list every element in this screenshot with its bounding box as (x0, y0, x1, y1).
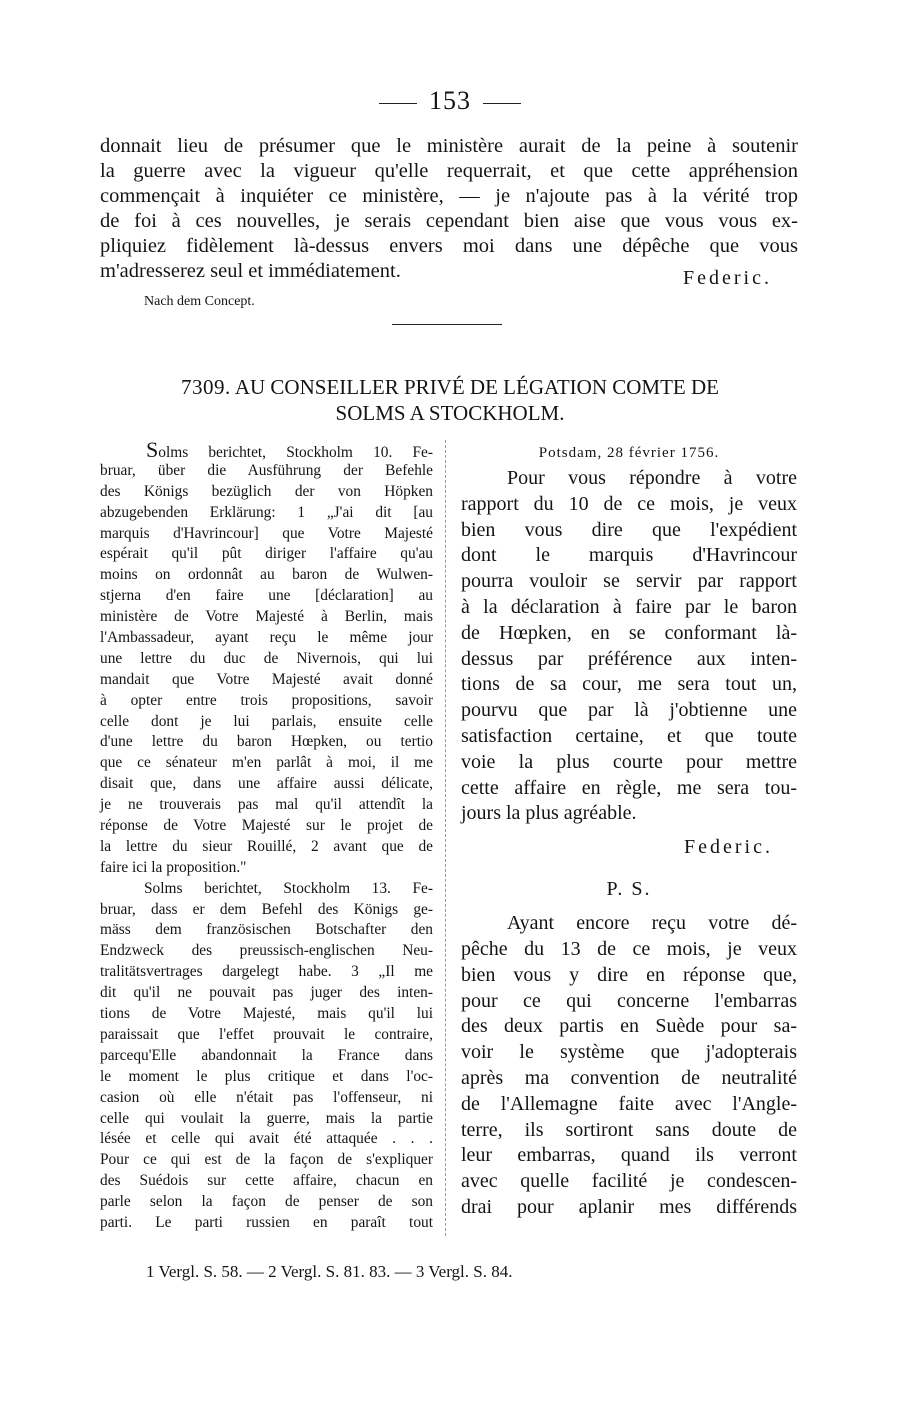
summary-line: stjerna d'en faire une [déclaration] au (100, 587, 433, 605)
summary-line: une lettre du duc de Nivernois, qui lui (100, 649, 433, 667)
summary-line: paraissait que l'effet prouvait le contraire, (100, 1025, 433, 1043)
summary-line: parcequ'Elle abandonnait la France dans (100, 1046, 433, 1064)
summary-line: celle dont je lui parlais, ensuite celle (100, 712, 433, 730)
intro-line: de foi à ces nouvelles, je serais cependant bien aise que vous vous ex- (100, 210, 798, 232)
dropcap: S (146, 437, 159, 462)
letter-line: bien vous dire que l'expédient (461, 518, 797, 541)
letter-column (461, 440, 797, 1221)
summary-line: lésée et celle qui avait été attaquée . . . (100, 1130, 433, 1148)
summary-line: tions de Votre Majesté, mais qu'il lui (100, 1005, 433, 1023)
letter-line: pourra vouloir se servir par rapport (461, 570, 797, 593)
summary-first-line: Solms berichtet, Stockholm 10. Fe- (146, 437, 433, 462)
postscript-line: drai pour aplanir mes différends (461, 1195, 797, 1218)
document-title-line-2: SOLMS A STOCKHOLM. (335, 401, 565, 425)
letter-last-line: jours la plus agréable. (461, 802, 637, 825)
postscript-first-line: Ayant encore reçu votre dé- (507, 912, 797, 935)
summary-line: bruar, über die Ausführung der Befehle (100, 461, 433, 479)
summary-line: celle qui voulait la guerre, mais la partie (100, 1109, 433, 1127)
column-divider (445, 440, 446, 1236)
summary-column (100, 437, 433, 1234)
intro-line: commençait à inquiéter ce ministère, — je n'ajoute pas à la vérité trop (100, 185, 798, 207)
postscript-heading: P. S. (606, 878, 652, 901)
summary-line: Endzweck des preussisch-englischen Neu- (100, 942, 433, 960)
document-heading (0, 374, 900, 426)
page-number-rule-right (483, 103, 521, 104)
summary-line: parle selon la façon de penser de son (100, 1193, 433, 1211)
letter-first-line: Pour vous répondre à votre (507, 467, 797, 489)
letter-line: satisfaction certaine, et que toute (461, 724, 797, 747)
intro-paragraph (100, 134, 798, 289)
summary-line: mandait que Votre Majesté avait donné (100, 670, 433, 688)
summary-line: marquis d'Havrincour] que Votre Majesté (100, 524, 433, 542)
letter-signature: Federic. (684, 836, 773, 859)
postscript-line: des deux partis en Suède pour sa- (461, 1015, 797, 1038)
summary-line: mäss dem französischen Botschafter den (100, 921, 433, 939)
summary-line: réponse de Votre Majesté sur le projet de (100, 817, 433, 835)
letter-line: dessus par préférence aux inten- (461, 647, 797, 670)
summary-line: faire ici la proposition." (100, 858, 247, 876)
summary-line: Pour ce qui est de la façon de s'expliquer (100, 1151, 433, 1169)
summary-line: d'une lettre du baron Hœpken, ou tertio (100, 733, 433, 751)
summary-line: tralitätsvertrages dargelegt habe. 3 „Il me (100, 963, 433, 981)
summary-line: bruar, dass er dem Befehl des Königs ge- (100, 900, 433, 918)
summary-line: ministère de Votre Majesté à Berlin, mais (100, 608, 433, 626)
summary-line: disait que, dans une affaire aussi délicate, (100, 775, 433, 793)
summary-line: abzugebenden Erklärung: 1 „J'ai dit [au (100, 503, 433, 521)
summary-line: des Suédois sur cette affaire, chacun en (100, 1172, 433, 1190)
postscript-line: terre, ils sortiront sans doute de (461, 1118, 797, 1141)
summary-line: je ne trouverais pas mal qu'il attendît la (100, 796, 433, 814)
summary-line: la lettre du sieur Rouillé, 2 avant que de (100, 837, 433, 855)
source-note: Nach dem Concept. (144, 294, 255, 309)
letter-line: tions de sa cour, me sera tout un, (461, 673, 797, 696)
section-divider (392, 324, 502, 325)
letter-line: voie la plus courte pour mettre (461, 750, 797, 773)
postscript-line: voir le système que j'adopterais (461, 1041, 797, 1064)
postscript-line: avec quelle facilité je condescen- (461, 1170, 797, 1193)
footnotes: 1 Vergl. S. 58. — 2 Vergl. S. 81. 83. — 3 Vergl. S. 84. (146, 1262, 513, 1281)
intro-line: donnait lieu de présumer que le ministère aurait de la peine à soutenir (100, 135, 798, 157)
summary-line: l'Ambassadeur, ayant reçu le même jour (100, 629, 433, 647)
letter-line: dont le marquis d'Havrincour (461, 544, 797, 567)
postscript-line: après ma convention de neutralité (461, 1066, 797, 1089)
page-number-text: 153 (429, 86, 471, 115)
postscript-line: de l'Allemagne faite avec l'Angle- (461, 1092, 797, 1115)
document-title-line-1: AU CONSEILLER PRIVÉ DE LÉGATION COMTE DE (234, 375, 719, 399)
intro-line: pliquiez fidèlement là-dessus envers moi dans une dépêche que vous (100, 235, 798, 257)
summary-line: à opter entre trois propositions, savoir (100, 691, 433, 709)
intro-last-line: m'adresserez seul et immédiatement. (100, 260, 401, 282)
postscript-line: pour ce qui concerne l'embarras (461, 989, 797, 1012)
page-number (0, 86, 900, 116)
intro-signature: Federic. (683, 267, 772, 289)
summary-line: parti. Le parti russien en paraît tout (100, 1213, 433, 1231)
dateline: Potsdam, 28 février 1756. (538, 445, 720, 461)
letter-line: à la déclaration à faire par le baron (461, 595, 797, 618)
summary-line: que ce sénateur m'en parlât à moi, il me (100, 754, 433, 772)
summary-line: moins on ordonnât au baron de Wulwen- (100, 566, 433, 584)
letter-line: pourvu que par là j'obtienne une (461, 699, 797, 722)
intro-line: la guerre avec la vigueur qu'elle requerrait, et que cette appréhension (100, 160, 798, 182)
summary-line: espérait qu'il pût diriger l'affaire qu'au (100, 545, 433, 563)
summary-line: casion où elle n'était pas l'offenseur, ni (100, 1088, 433, 1106)
letter-line: de Hœpken, en se conformant là- (461, 621, 797, 644)
postscript-line: leur embarras, quand ils verront (461, 1144, 797, 1167)
summary-line: le moment le plus critique et dans l'oc- (100, 1067, 433, 1085)
letter-line: cette affaire en règle, me sera tou- (461, 776, 797, 799)
postscript-line: pêche du 13 de ce mois, je veux (461, 937, 797, 960)
summary-first-line: Solms berichtet, Stockholm 13. Fe- (144, 879, 433, 897)
summary-line: des Königs bezüglich der von Höpken (100, 482, 433, 500)
document-number: 7309. (181, 375, 231, 399)
postscript-line: bien vous y dire en réponse que, (461, 963, 797, 986)
page-number-rule-left (379, 103, 417, 104)
summary-line: dit qu'il ne pouvait pas juger des inten- (100, 984, 433, 1002)
letter-line: rapport du 10 de ce mois, je veux (461, 492, 797, 515)
